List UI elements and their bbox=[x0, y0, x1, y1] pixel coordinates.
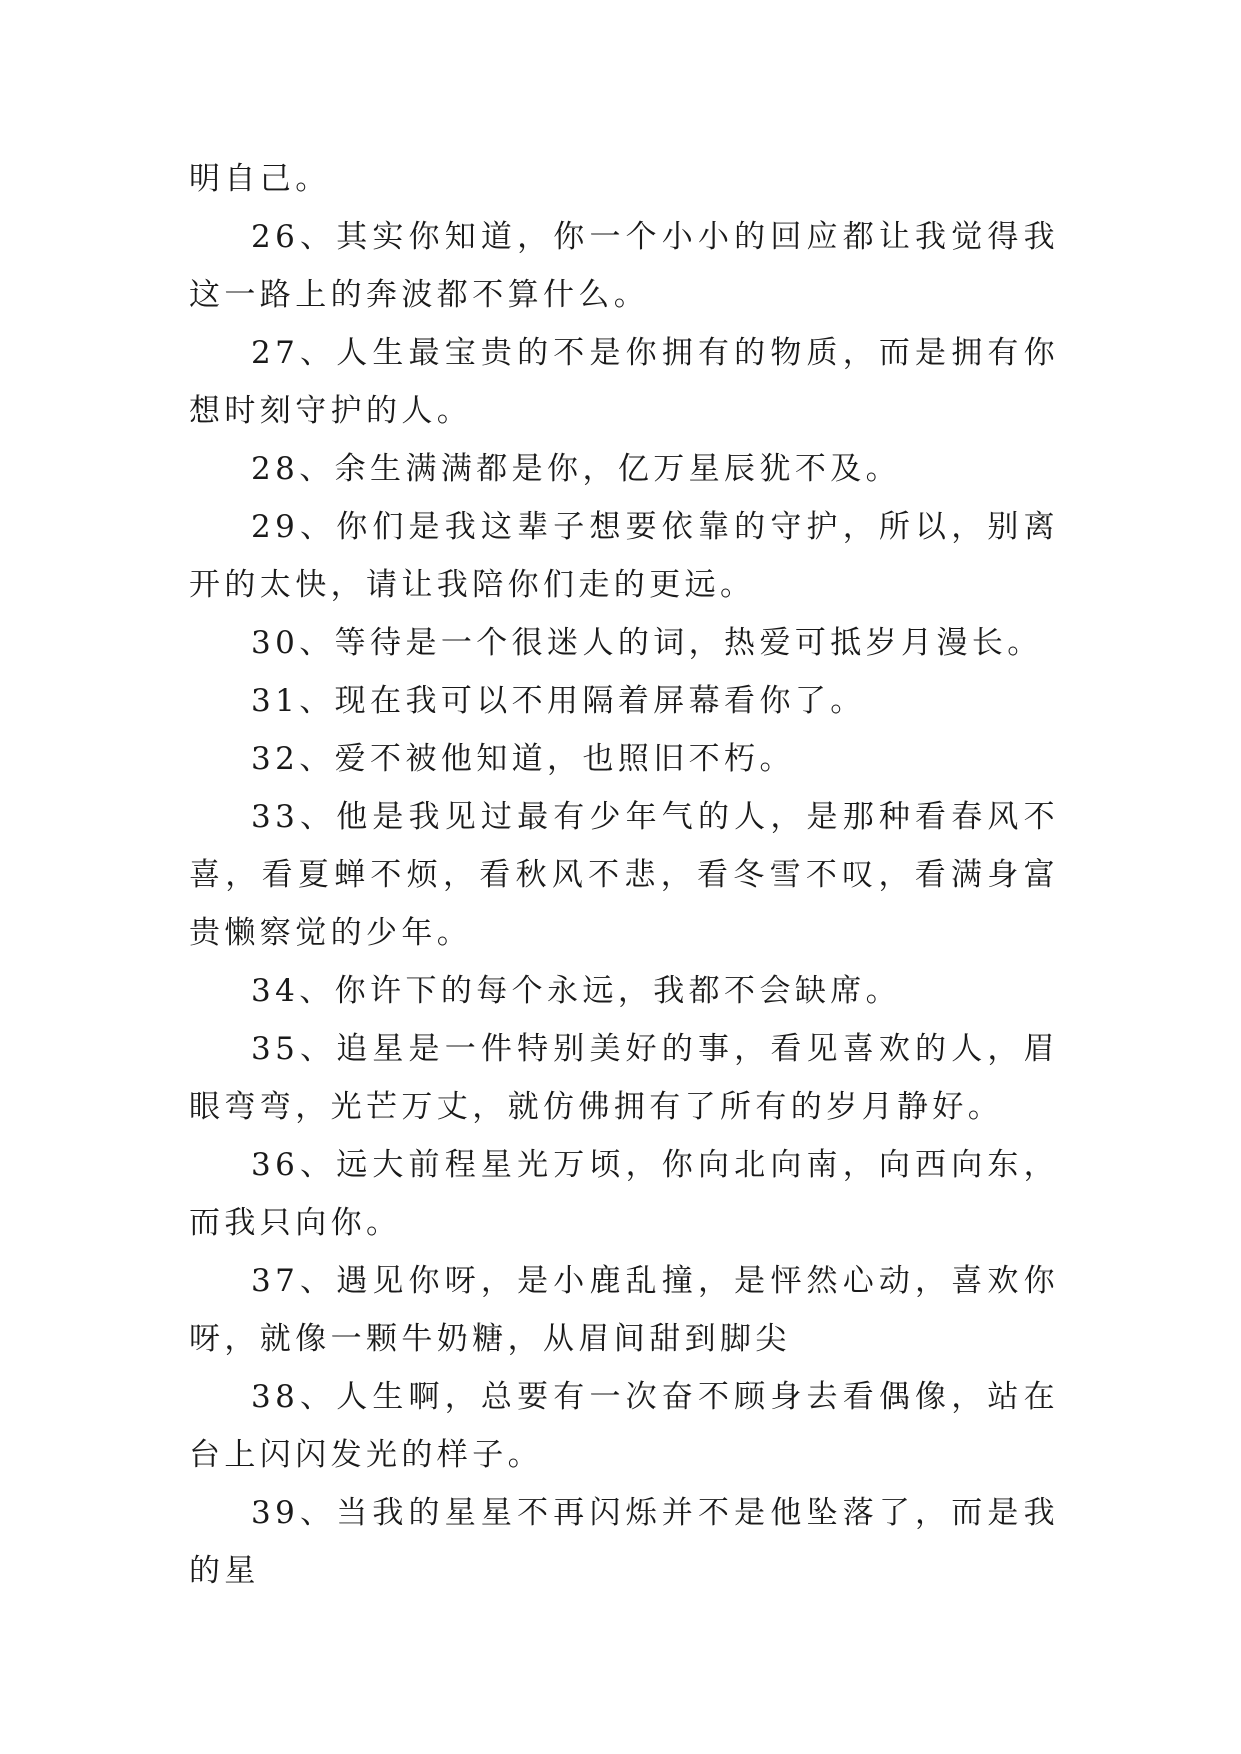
paragraph: 26、其实你知道，你一个小小的回应都让我觉得我这一路上的奔波都不算什么。 bbox=[189, 219, 1059, 313]
paragraph: 33、他是我见过最有少年气的人，是那种看春风不喜，看夏蝉不烦，看秋风不悲，看冬雪不叹，看满身富贵懒察觉的少年。 bbox=[189, 799, 1059, 951]
paragraph: 30、等待是一个很迷人的词，热爱可抵岁月漫长。 bbox=[251, 625, 1043, 661]
paragraph: 明自己。 bbox=[189, 161, 331, 197]
paragraph: 35、追星是一件特别美好的事，看见喜欢的人，眉眼弯弯，光芒万丈，就仿佛拥有了所有的岁月静好。 bbox=[189, 1031, 1059, 1125]
paragraph: 32、爱不被他知道，也照旧不朽。 bbox=[251, 741, 795, 777]
paragraph: 36、远大前程星光万顷，你向北向南，向西向东，而我只向你。 bbox=[189, 1147, 1059, 1241]
paragraph: 31、现在我可以不用隔着屏幕看你了。 bbox=[251, 683, 866, 719]
paragraph: 29、你们是我这辈子想要依靠的守护，所以，别离开的太快，请让我陪你们走的更远。 bbox=[189, 509, 1059, 603]
paragraph: 39、当我的星星不再闪烁并不是他坠落了，而是我的星 bbox=[189, 1495, 1059, 1589]
paragraph: 34、你许下的每个永远，我都不会缺席。 bbox=[251, 973, 902, 1009]
paragraph: 28、余生满满都是你，亿万星辰犹不及。 bbox=[251, 451, 902, 487]
document-body bbox=[189, 150, 1059, 1600]
paragraph: 38、人生啊，总要有一次奋不顾身去看偶像，站在台上闪闪发光的样子。 bbox=[189, 1379, 1059, 1473]
paragraph: 27、人生最宝贵的不是你拥有的物质，而是拥有你想时刻守护的人。 bbox=[189, 335, 1059, 429]
paragraph: 37、遇见你呀，是小鹿乱撞，是怦然心动，喜欢你呀，就像一颗牛奶糖，从眉间甜到脚尖 bbox=[189, 1263, 1059, 1357]
